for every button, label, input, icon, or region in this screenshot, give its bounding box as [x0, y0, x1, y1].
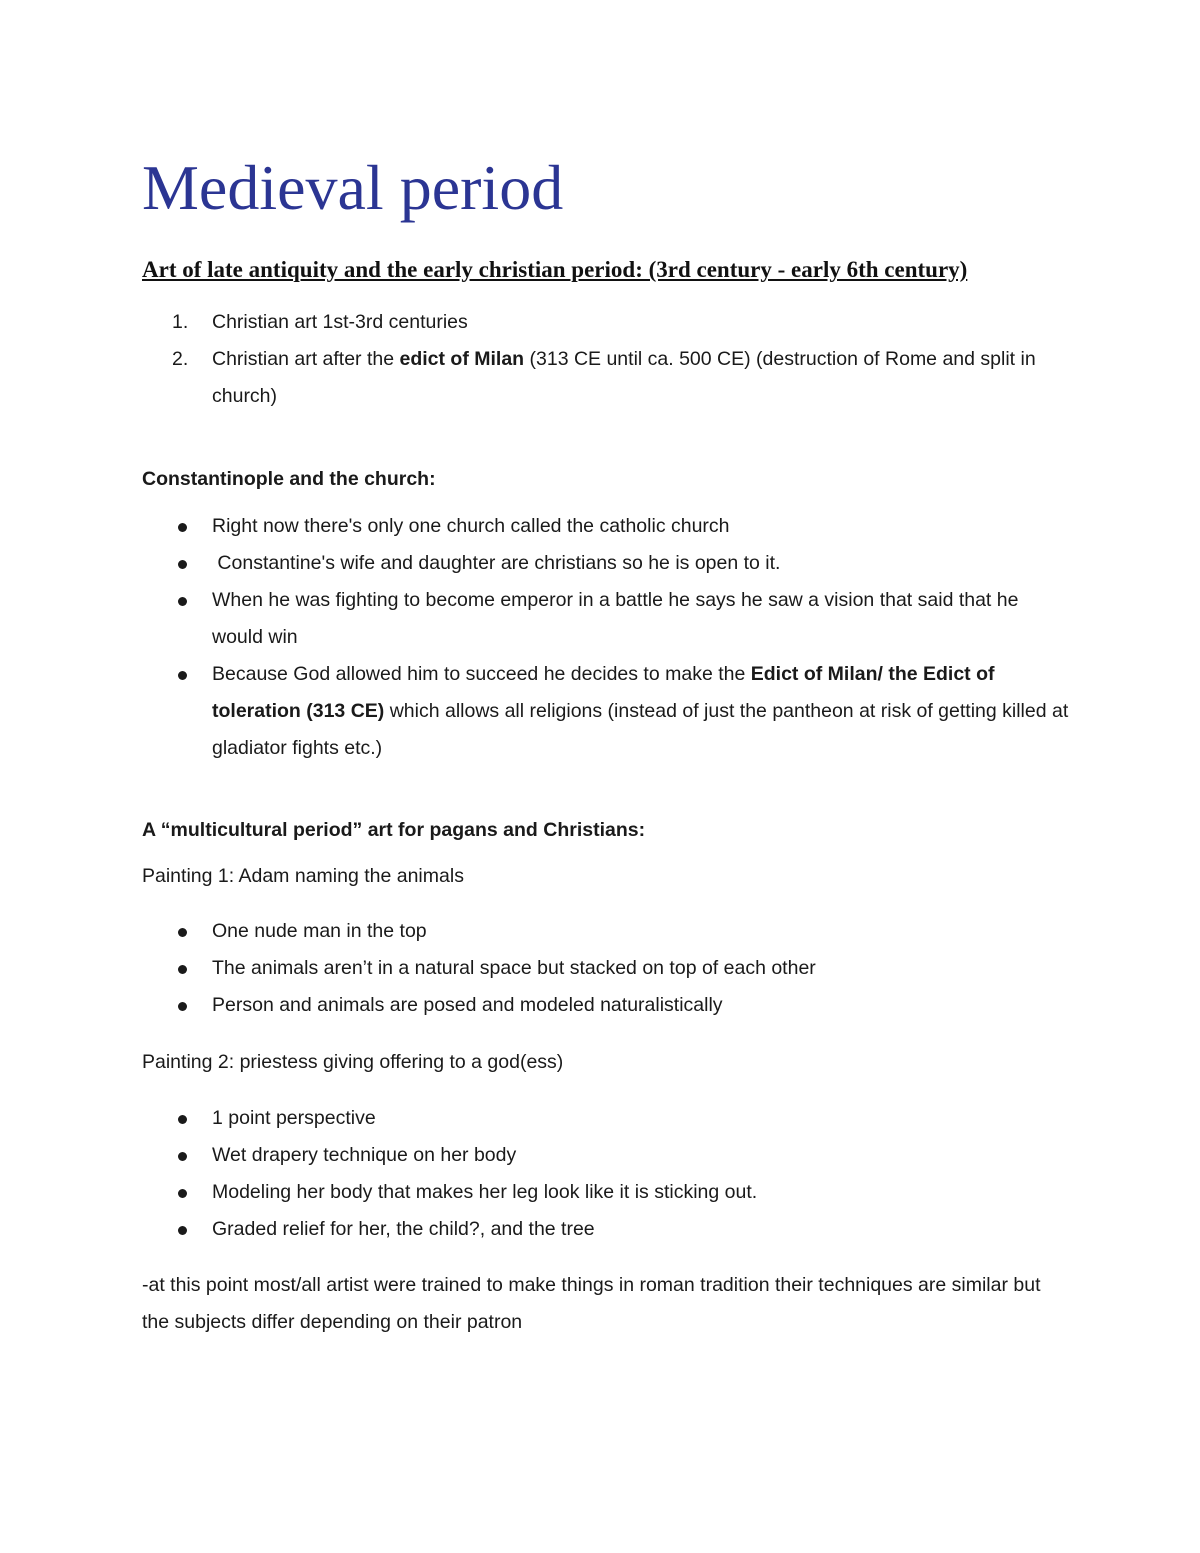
numbered-item-1: [142, 304, 1072, 341]
bullet-icon: [178, 560, 187, 569]
document-page: [142, 150, 1072, 1341]
bullet-icon: [178, 1189, 187, 1198]
bullet-list-constantinople: [142, 508, 1072, 767]
list-item: [142, 950, 1072, 987]
list-number: 2.: [172, 348, 189, 370]
list-item-text-bold: edict of Milan: [399, 348, 525, 370]
painting-1-label: Painting 1: Adam naming the animals: [142, 865, 464, 887]
list-item-text: Modeling her body that makes her leg look like it is sticking out.: [212, 1181, 758, 1203]
list-item: [142, 508, 1072, 545]
list-item-text-pre: Because God allowed him to succeed he decides to make the: [212, 663, 751, 685]
bullet-icon: [178, 1152, 187, 1161]
list-item-text: When he was fighting to become emperor in a battle he says he saw a vision that said that he would win: [212, 589, 1019, 648]
list-item-text: Right now there's only one church called the catholic church: [212, 515, 730, 537]
bullet-icon: [178, 1002, 187, 1011]
bullet-icon: [178, 597, 187, 606]
list-item-text-post: which allows all religions (instead of just the pantheon at risk of getting killed at gladiator fights etc.): [212, 700, 1069, 759]
bullet-icon: [178, 671, 187, 680]
bullet-list-painting-2: [142, 1100, 1072, 1248]
list-item: [142, 1174, 1072, 1211]
section-heading-multicultural: A “multicultural period” art for pagans and Christians:: [142, 819, 646, 841]
bullet-icon: [178, 1226, 187, 1235]
list-item: [142, 582, 1072, 656]
list-number: 1.: [172, 311, 189, 333]
list-item: [142, 987, 1072, 1024]
bullet-icon: [178, 928, 187, 937]
list-item-text: 1 point perspective: [212, 1107, 376, 1129]
list-item-text-post: (313 CE until ca. 500 CE) (destruction of Rome and split in church): [212, 348, 1036, 407]
list-item-text-bold: Edict of Milan/ the Edict of toleration (313 CE): [212, 663, 995, 722]
list-item: [142, 1211, 1072, 1248]
numbered-item-2: [142, 341, 1072, 415]
list-item-text: Wet drapery technique on her body: [212, 1144, 517, 1166]
section-heading-constantinople: Constantinople and the church:: [142, 468, 436, 490]
list-item-text: Graded relief for her, the child?, and the tree: [212, 1218, 595, 1240]
painting-2-label: Painting 2: priestess giving offering to a god(ess): [142, 1051, 564, 1073]
list-item-text-pre: Christian art after the: [212, 348, 400, 370]
list-item: [142, 656, 1072, 767]
section-subtitle: Art of late antiquity and the early christian period: (3rd century - early 6th century): [142, 257, 968, 282]
page-title: Medieval period: [142, 152, 564, 223]
numbered-list: [142, 304, 1072, 415]
list-item-text: One nude man in the top: [212, 920, 427, 942]
list-item-text: Christian art 1st-3rd centuries: [212, 311, 468, 333]
list-item-text: Person and animals are posed and modeled naturalistically: [212, 994, 723, 1016]
list-item: [142, 913, 1072, 950]
list-item: [142, 545, 1072, 582]
bullet-icon: [178, 523, 187, 532]
closing-paragraph: -at this point most/all artist were trained to make things in roman tradition their techniques are similar but the subjects differ depending on their patron: [142, 1274, 1041, 1333]
list-item: [142, 1100, 1072, 1137]
bullet-icon: [178, 1115, 187, 1124]
list-item: [142, 1137, 1072, 1174]
list-item-text: Constantine's wife and daughter are christians so he is open to it.: [212, 552, 781, 574]
bullet-list-painting-1: [142, 913, 1072, 1024]
bullet-icon: [178, 965, 187, 974]
list-item-text: The animals aren’t in a natural space but stacked on top of each other: [212, 957, 816, 979]
